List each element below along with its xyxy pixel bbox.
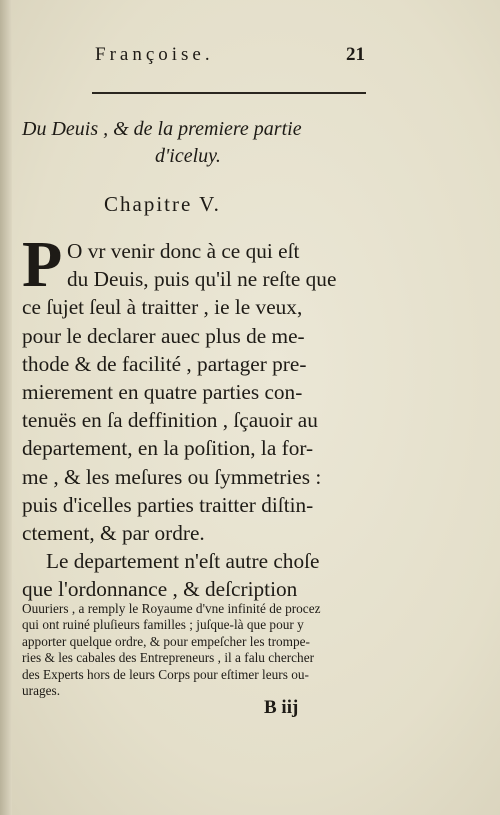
footnote-line: des Experts hors de leurs Corps pour eſtimer leurs ou- bbox=[22, 666, 309, 682]
body-line: que l'ordonnance , & deſcription bbox=[22, 577, 298, 602]
chapter-heading: Chapitre V. bbox=[104, 192, 221, 216]
body-line: pour le declarer auec plus de me- bbox=[22, 323, 305, 348]
section-title-line-2: d'iceluy. bbox=[155, 145, 221, 167]
page-number: 21 bbox=[346, 44, 365, 65]
body-line: thode & de facilité , partager pre- bbox=[22, 351, 307, 376]
running-head: Françoise. bbox=[95, 44, 214, 65]
body-line: ce ſujet ſeul à traitter , ie le veux, bbox=[22, 295, 303, 320]
body-line: du Deuis, puis qu'il ne reſte que bbox=[67, 267, 337, 292]
footnote-line: qui ont ruiné pluſieurs familles ; juſque-là que pour y bbox=[22, 617, 304, 633]
body-line: puis d'icelles parties traitter diſtin- bbox=[22, 492, 314, 517]
footnote-line: urages. bbox=[22, 683, 61, 699]
page-gutter-shadow bbox=[0, 0, 12, 815]
footnote-line: ries & les cabales des Entrepreneurs , il a falu chercher bbox=[22, 650, 315, 666]
body-line: departement, en la poſition, la for- bbox=[22, 436, 314, 461]
drop-cap: P bbox=[22, 228, 63, 301]
signature-mark: B iij bbox=[264, 697, 299, 718]
footnote-line: Ouuriers , a remply le Royaume d'vne infinité de procez bbox=[22, 601, 321, 616]
section-title bbox=[22, 116, 372, 170]
body-line: ctement, & par ordre. bbox=[22, 520, 205, 545]
footnote-line: apporter quelque ordre, & pour empeſcher les trompe- bbox=[22, 633, 310, 649]
body-line: O vr venir donc à ce qui eſt bbox=[67, 239, 300, 263]
body-text bbox=[22, 228, 368, 603]
body-line: me , & les meſures ou ſymmetries : bbox=[22, 464, 322, 489]
section-title-line-1: Du Deuis , & de la premiere partie bbox=[22, 118, 302, 140]
footnote bbox=[22, 601, 372, 699]
body-line: tenuës en ſa deffinition , ſçauoir au bbox=[22, 408, 318, 433]
body-line: Le departement n'eſt autre choſe bbox=[46, 549, 320, 574]
body-line: mierement en quatre parties con- bbox=[22, 379, 303, 404]
header-rule bbox=[92, 92, 366, 94]
